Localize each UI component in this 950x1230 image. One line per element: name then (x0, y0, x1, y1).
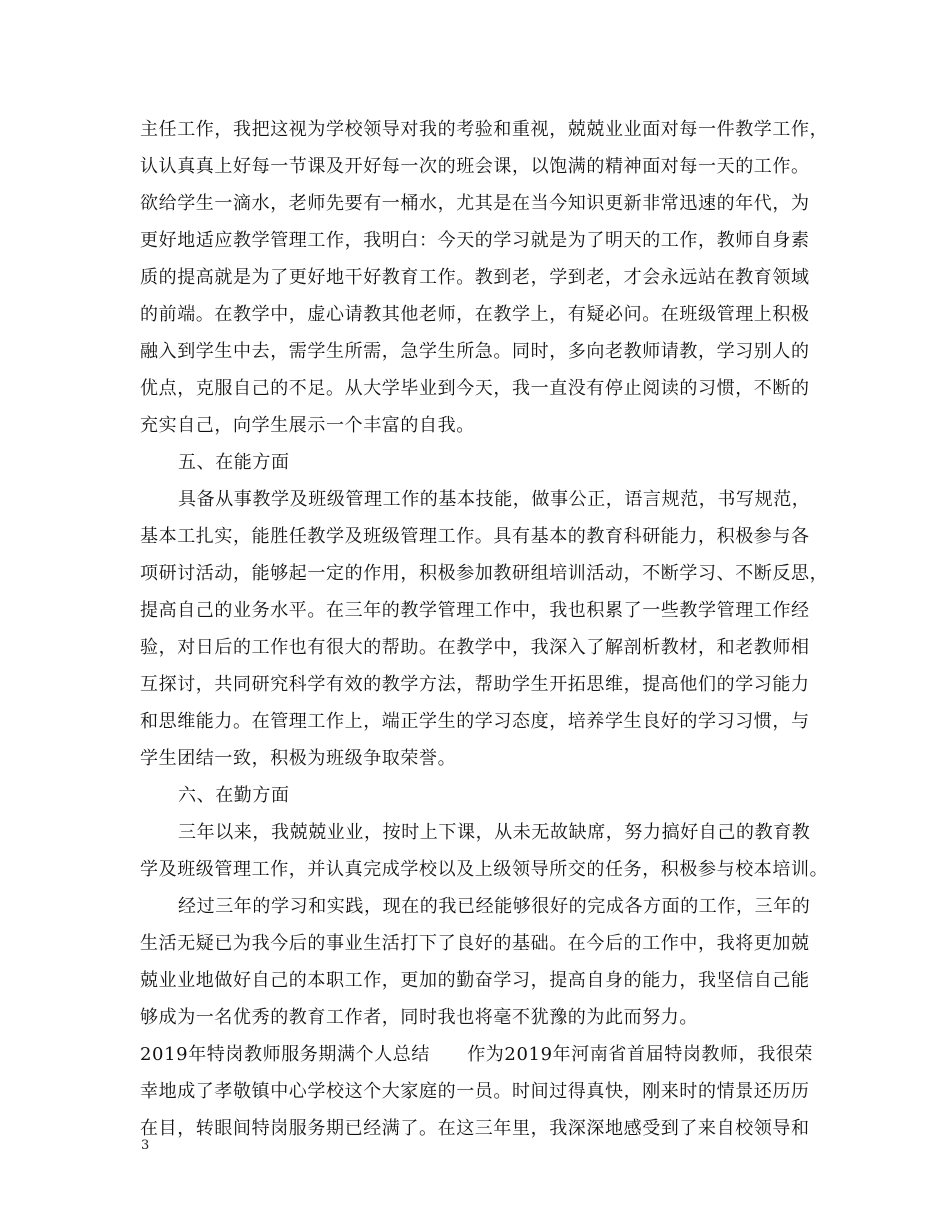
text-line: 主任工作，我把这视为学校领导对我的考验和重视，兢兢业业面对每一件教学工作， (140, 119, 829, 140)
text-line: 生活无疑已为我今后的事业生活打下了良好的基础。在今后的工作中，我将更加兢 (140, 933, 810, 954)
section-heading: 六、在勤方面 (178, 785, 290, 806)
text-line: 认认真真上好每一节课及开好每一次的班会课，以饱满的精神面对每一天的工作。 (140, 156, 810, 177)
text-line: 质的提高就是为了更好地干好教育工作。教到老，学到老，才会永远站在教育领域 (140, 267, 810, 288)
text-line: 欲给学生一滴水，老师先要有一桶水，尤其是在当今知识更新非常迅速的年代，为 (140, 193, 810, 214)
text-line: 融入到学生中去，需学生所需，急学生所急。同时，多向老教师请教，学习别人的 (140, 341, 810, 362)
text-line: 够成为一名优秀的教育工作者，同时我也将毫不犹豫的为此而努力。 (140, 1007, 698, 1028)
text-line: 兢业业地做好自己的本职工作，更加的勤奋学习，提高自身的能力，我坚信自己能 (140, 970, 810, 991)
text-line: 经过三年的学习和实践，现在的我已经能够很好的完成各方面的工作，三年的 (178, 896, 811, 917)
text-line: 互探讨，共同研究科学有效的教学方法，帮助学生开拓思维，提高他们的学习能力 (140, 674, 810, 695)
text-line: 基本工扎实，能胜任教学及班级管理工作。具有基本的教育科研能力，积极参与各 (140, 526, 810, 547)
text-line: 学生团结一致，积极为班级争取荣誉。 (140, 748, 457, 769)
text-line: 提高自己的业务水平。在三年的教学管理工作中，我也积累了一些教学管理工作经 (140, 600, 810, 621)
text-line: 具备从事教学及班级管理工作的基本技能，做事公正，语言规范，书写规范， (178, 489, 811, 510)
text-line: 2019年特岗教师服务期满个人总结 作为2019年河南省首届特岗教师，我很荣 (140, 1044, 814, 1065)
text-line: 和思维能力。在管理工作上，端正学生的学习态度，培养学生良好的学习习惯，与 (140, 711, 810, 732)
text-line: 学及班级管理工作，并认真完成学校以及上级领导所交的任务，积极参与校本培训。 (140, 859, 829, 880)
text-line: 更好地适应教学管理工作，我明白：今天的学习就是为了明天的工作，教师自身素 (140, 230, 810, 251)
section-heading: 五、在能方面 (178, 452, 290, 473)
text-line: 项研讨活动，能够起一定的作用，积极参加教研组培训活动，不断学习、不断反思， (140, 563, 829, 584)
text-line: 的前端。在教学中，虚心请教其他老师，在教学上，有疑必问。在班级管理上积极 (140, 304, 810, 325)
text-line: 优点，克服自己的不足。从大学毕业到今天，我一直没有停止阅读的习惯，不断的 (140, 378, 810, 399)
text-line: 在目，转眼间特岗服务期已经满了。在这三年里，我深深地感受到了来自校领导和 (140, 1118, 810, 1139)
text-line: 验，对日后的工作也有很大的帮助。在教学中，我深入了解剖析教材，和老教师相 (140, 637, 810, 658)
text-line: 充实自己，向学生展示一个丰富的自我。 (140, 415, 475, 436)
page-number: 3 (141, 1138, 150, 1153)
text-line: 三年以来，我兢兢业业，按时上下课，从未无故缺席，努力搞好自己的教育教 (178, 822, 811, 843)
text-line: 幸地成了孝敬镇中心学校这个大家庭的一员。时间过得真快，刚来时的情景还历历 (140, 1081, 810, 1102)
